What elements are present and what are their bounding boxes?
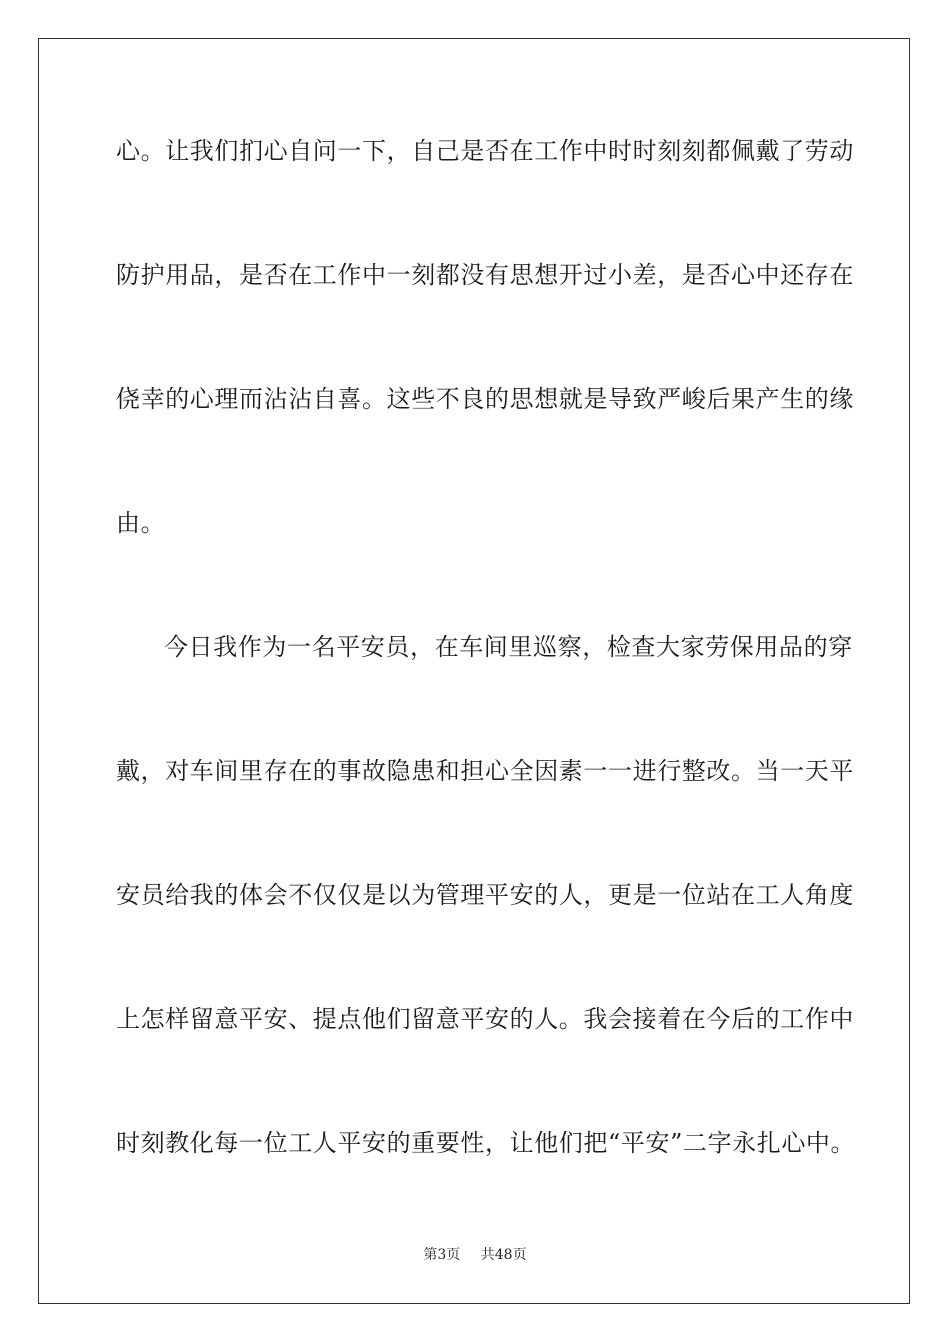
paragraph-first-line: 今日我作为一名平安员，在车间里巡察，检查大家劳保用品的穿 <box>164 633 853 661</box>
text-line: 侥幸的心理而沾沾自喜。这些不良的思想就是导致严峻后果产生的缘 <box>116 385 854 413</box>
text-line: 安员给我的体会不仅仅是以为管理平安的人，更是一位站在工人角度 <box>116 881 854 909</box>
page-number: 第3页 <box>423 1247 461 1263</box>
page-footer <box>0 1246 950 1264</box>
text-line: 时刻教化每一位工人平安的重要性，让他们把“平安”二字永扎心中。 <box>116 1129 856 1157</box>
text-line: 防护用品，是否在工作中一刻都没有思想开过小差，是否心中还存在 <box>116 261 854 289</box>
page-total: 共48页 <box>480 1247 527 1263</box>
text-line: 由。 <box>116 509 166 537</box>
page-frame <box>38 38 910 1304</box>
text-line: 戴，对车间里存在的事故隐患和担心全因素一一进行整改。当一天平 <box>116 757 854 785</box>
text-line: 上怎样留意平安、提点他们留意平安的人。我会接着在今后的工作中 <box>116 1005 854 1033</box>
text-line: 心。让我们扪心自问一下，自己是否在工作中时时刻刻都佩戴了劳动 <box>116 137 854 165</box>
